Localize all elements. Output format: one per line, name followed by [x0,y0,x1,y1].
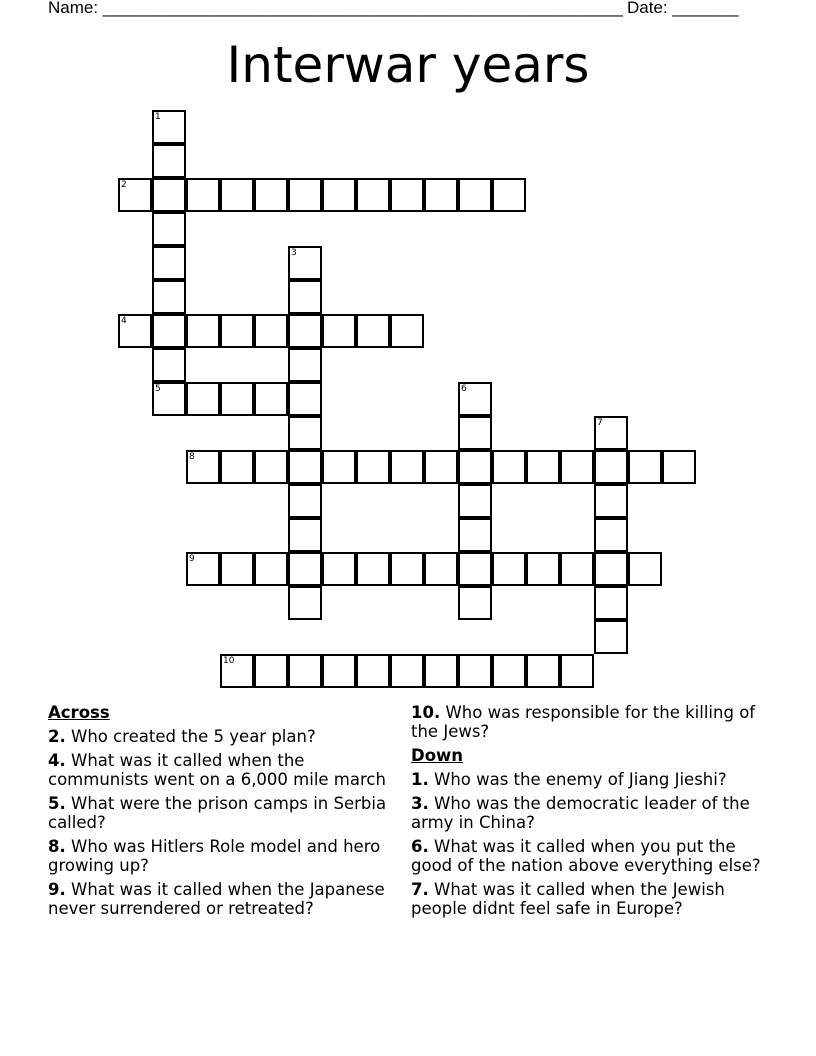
grid-cell[interactable] [594,416,628,450]
cell-number: 7 [597,418,603,428]
cell-number: 10 [223,656,235,666]
grid-cell[interactable] [458,518,492,552]
grid-cell[interactable] [220,314,254,348]
grid-cell[interactable] [186,178,220,212]
cell-number: 4 [121,316,127,326]
cell-number: 6 [461,384,467,394]
grid-cell[interactable] [356,450,390,484]
grid-cell[interactable] [288,246,322,280]
across-clue-4 [48,751,408,789]
grid-cell[interactable] [288,416,322,450]
grid-cell[interactable] [356,552,390,586]
grid-cell[interactable] [186,382,220,416]
across-clue-9 [48,880,408,918]
grid-cell[interactable] [424,654,458,688]
grid-cell[interactable] [662,450,696,484]
grid-cell[interactable] [458,450,492,484]
grid-cell[interactable] [322,654,356,688]
grid-cell[interactable] [492,178,526,212]
clue-text: What was it called when the Japanese never surrendered or retreated? [48,880,385,918]
grid-cell[interactable] [458,484,492,518]
grid-cell[interactable] [118,178,152,212]
grid-cell[interactable] [526,450,560,484]
grid-cell[interactable] [254,450,288,484]
grid-cell[interactable] [322,314,356,348]
grid-cell[interactable] [186,552,220,586]
grid-cell[interactable] [560,552,594,586]
clue-text: Who was Hitlers Role model and hero growing up? [48,837,381,875]
grid-cell[interactable] [152,212,186,246]
clue-text: What was it called when you put the good of the nation above everything else? [411,837,761,875]
grid-cell[interactable] [424,178,458,212]
across-clue-5 [48,794,408,832]
grid-cell[interactable] [526,552,560,586]
grid-cell[interactable] [152,110,186,144]
grid-cell[interactable] [220,450,254,484]
clue-number: 2. [48,727,66,746]
grid-cell[interactable] [458,552,492,586]
grid-cell[interactable] [492,450,526,484]
grid-cell[interactable] [492,654,526,688]
clue-text: Who was the enemy of Jiang Jieshi? [434,770,727,789]
grid-cell[interactable] [152,144,186,178]
grid-cell[interactable] [288,586,322,620]
clue-number: 3. [411,794,429,813]
grid-cell[interactable] [254,178,288,212]
grid-cell[interactable] [220,382,254,416]
grid-cell[interactable] [492,552,526,586]
clue-text: Who was responsible for the killing of the Jews? [411,703,756,741]
grid-cell[interactable] [594,586,628,620]
grid-cell[interactable] [254,314,288,348]
clue-number: 6. [411,837,429,856]
grid-cell[interactable] [288,178,322,212]
grid-cell[interactable] [254,654,288,688]
grid-cell[interactable] [254,552,288,586]
grid-cell[interactable] [424,450,458,484]
grid-cell[interactable] [322,552,356,586]
clue-number: 5. [48,794,66,813]
cell-number: 3 [291,248,297,258]
clue-text: Who was the democratic leader of the army in China? [411,794,750,832]
grid-cell[interactable] [220,654,254,688]
grid-cell[interactable] [458,416,492,450]
grid-cell[interactable] [288,280,322,314]
clue-number: 10. [411,703,441,722]
grid-cell[interactable] [186,450,220,484]
cell-number: 2 [121,180,127,190]
across-clue-2 [48,727,408,746]
grid-cell[interactable] [254,382,288,416]
down-clue-1 [411,770,771,789]
grid-cell[interactable] [594,450,628,484]
grid-cell[interactable] [152,246,186,280]
grid-cell[interactable] [288,654,322,688]
grid-cell[interactable] [458,654,492,688]
grid-cell[interactable] [458,586,492,620]
grid-cell[interactable] [288,552,322,586]
grid-cell[interactable] [560,450,594,484]
cell-number: 5 [155,384,161,394]
clue-text: Who created the 5 year plan? [71,727,316,746]
grid-cell[interactable] [118,314,152,348]
grid-cell[interactable] [220,178,254,212]
grid-cell[interactable] [594,484,628,518]
clue-number: 9. [48,880,66,899]
grid-cell[interactable] [220,552,254,586]
cell-number: 9 [189,554,195,564]
grid-cell[interactable] [322,450,356,484]
grid-cell[interactable] [288,450,322,484]
clue-number: 7. [411,880,429,899]
grid-cell[interactable] [390,552,424,586]
down-clues [411,703,771,923]
grid-cell[interactable] [152,348,186,382]
down-clue-7 [411,880,771,918]
grid-cell[interactable] [628,450,662,484]
clue-number: 8. [48,837,66,856]
date-field-label: Date: _______ [627,0,739,17]
page-title: Interwar years [226,36,590,94]
across-clue-10 [411,703,771,741]
grid-cell[interactable] [288,484,322,518]
across-clues [48,703,408,923]
grid-cell[interactable] [288,314,322,348]
grid-cell[interactable] [560,654,594,688]
grid-cell[interactable] [390,314,424,348]
cell-number: 8 [189,452,195,462]
grid-cell[interactable] [628,552,662,586]
grid-cell[interactable] [288,382,322,416]
grid-cell[interactable] [594,552,628,586]
grid-cell[interactable] [288,348,322,382]
across-heading: Across [48,703,110,722]
grid-cell[interactable] [458,178,492,212]
clue-text: What was it called when the communists went on a 6,000 mile march [48,751,386,789]
clue-text: What were the prison camps in Serbia called? [48,794,387,832]
grid-cell[interactable] [186,314,220,348]
down-heading: Down [411,746,464,765]
grid-cell[interactable] [594,620,628,654]
clue-text: What was it called when the Jewish people didnt feel safe in Europe? [411,880,725,918]
cell-number: 1 [155,112,161,122]
grid-cell[interactable] [356,314,390,348]
grid-cell[interactable] [152,314,186,348]
grid-cell[interactable] [356,654,390,688]
grid-cell[interactable] [356,178,390,212]
grid-cell[interactable] [390,450,424,484]
grid-cell[interactable] [390,178,424,212]
down-clue-6 [411,837,771,875]
clue-number: 1. [411,770,429,789]
grid-cell[interactable] [526,654,560,688]
grid-cell[interactable] [322,178,356,212]
across-clue-8 [48,837,408,875]
grid-cell[interactable] [390,654,424,688]
down-clue-3 [411,794,771,832]
grid-cell[interactable] [424,552,458,586]
grid-cell[interactable] [288,518,322,552]
grid-cell[interactable] [152,280,186,314]
grid-cell[interactable] [152,178,186,212]
clue-number: 4. [48,751,66,770]
name-field-label: Name: _______________________________________________________ [48,0,623,17]
grid-cell[interactable] [594,518,628,552]
grid-cell[interactable] [458,382,492,416]
grid-cell[interactable] [152,382,186,416]
